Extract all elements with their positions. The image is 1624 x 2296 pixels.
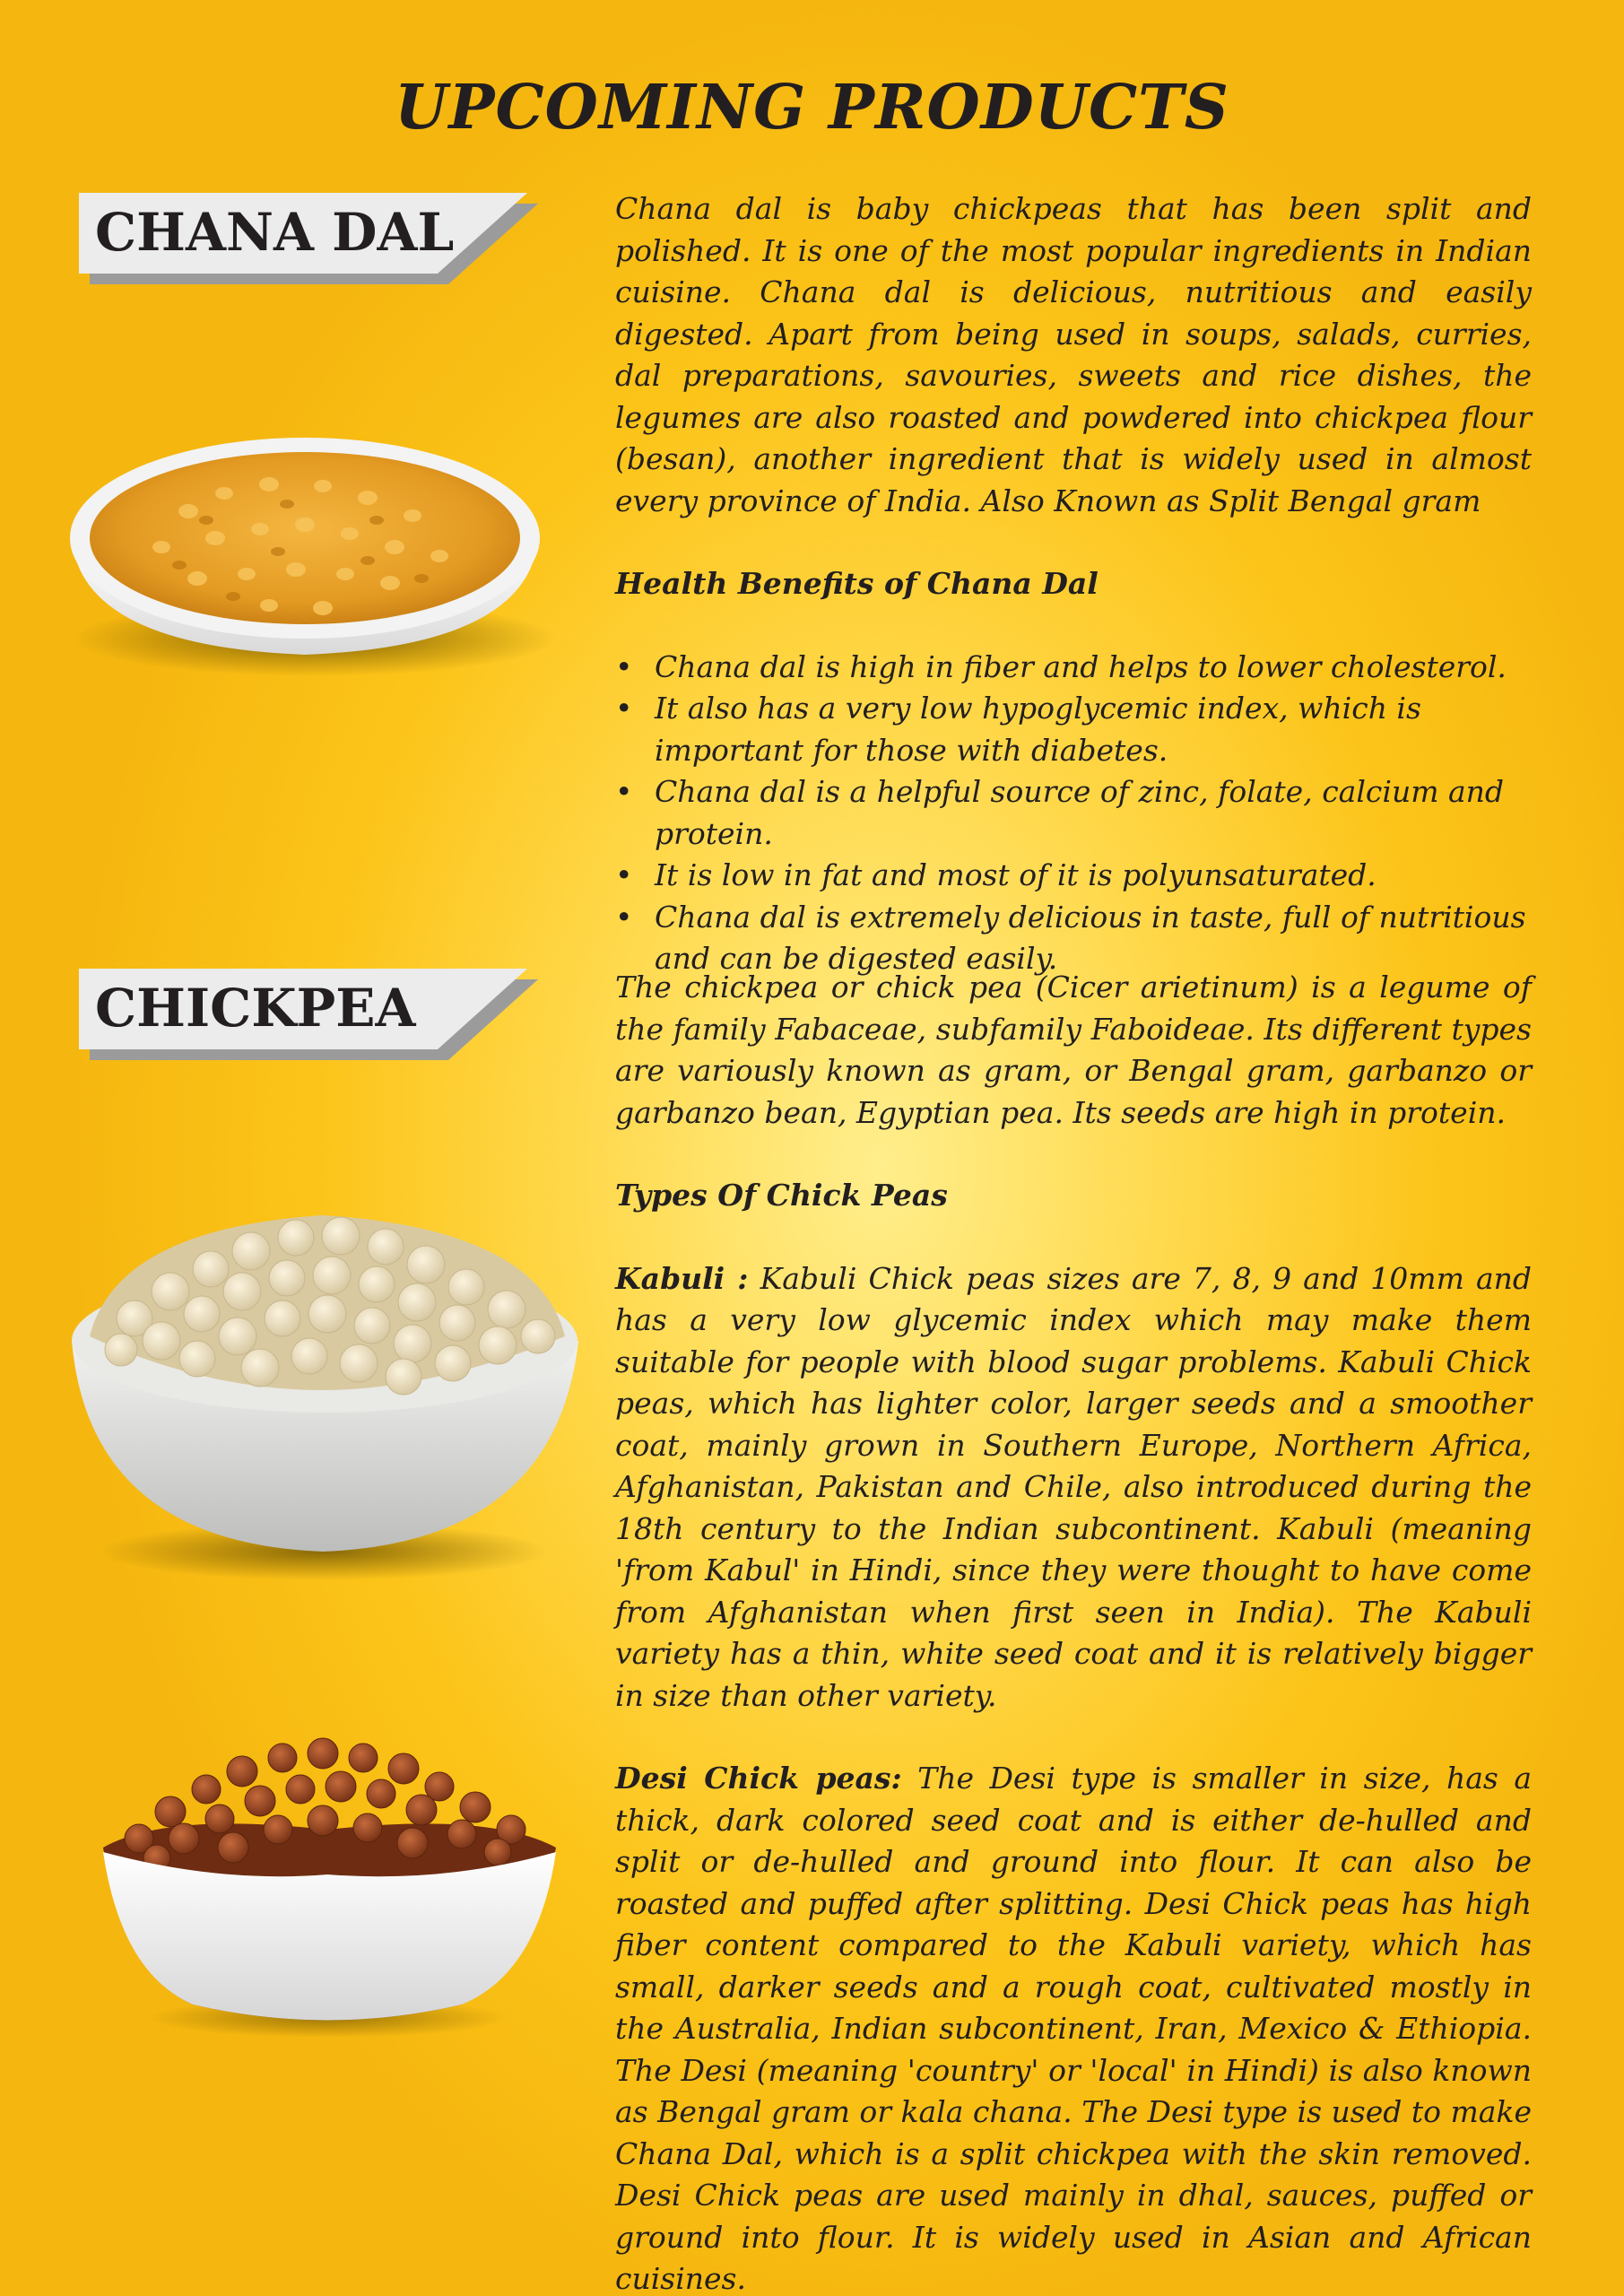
chickpea-label [79,969,532,1055]
desi-paragraph [615,1758,1532,2296]
kabuli-text: Kabuli Chick peas sizes are 7, 8, 9 and 10mm and has a very low glycemic index which may make them suitable for people with blood sugar problems. Kabuli Chick peas, which has lighter color, larger seeds and a smoother coat, mainly grown in Southern Europe, Northern Africa, Afghanistan, Pakistan and Chile, also introduced during the 18th century to the Indian subcontinent. Kabuli (meaning 'from Kabul' in Hindi, since they were thought to have come from Afghanistan when first seen in India). The Kabuli variety has a thin, white seed coat and it is relatively bigger in size than other variety. [615,1260,1533,1713]
desi-lead: Desi Chick peas: [615,1761,902,1796]
list-item: • It is low in fat and most of it is polyunsaturated. [615,855,1532,897]
chana-dal-benefits-list [615,647,1532,980]
bowl-of-brown-chickpeas-icon [85,1704,569,2045]
chickpea-description [615,967,1532,2296]
chana-dal-benefits-heading: Health Benefits of Chana Dal [615,566,1099,601]
bowl-of-split-yellow-lentils-icon [54,404,556,700]
chickpea-types-heading: Types Of Chick Peas [615,1178,948,1213]
page-title: UPCOMING PRODUCTS [395,72,1229,144]
chana-dal-label-text: CHANA DAL [95,202,455,263]
list-item: • Chana dal is high in fiber and helps to lower cholesterol. [615,647,1532,689]
chickpea-label-text: CHICKPEA [95,978,416,1039]
list-item: • It also has a very low hypoglycemic index, which is important for those with diabetes. [615,688,1532,771]
chickpea-intro: The chickpea or chick pea (Cicer arietinum) is a legume of the family Fabaceae, subfamily Faboideae. Its different types are variously known as gram, or Bengal gram, garbanzo or garbanzo bean, Egyptian pea. Its seeds are high in protein. [615,970,1532,1130]
chana-dal-label [79,193,532,279]
list-item: • Chana dal is a helpful source of zinc, folate, calcium and protein. [615,771,1532,855]
chana-dal-intro: Chana dal is baby chickpeas that has been split and polished. It is one of the most popular ingredients in Indian cuisine. Chana dal is delicious, nutritious and easily digested. Apart from being used in soups, salads, curries, dal preparations, savouries, sweets and rice dishes, the legumes are also roasted and powdered into chickpea flour (besan), another ingredient that is widely used in almost every province of India. Also Known as Split Bengal gram [615,191,1532,518]
kabuli-paragraph [615,1258,1532,1718]
list-item: • Chana dal is extremely delicious in taste, full of nutritious and can be digested easily. [615,897,1532,980]
bowl-of-white-chickpeas-icon [54,1193,592,1587]
chana-dal-description [615,188,1532,980]
desi-text: The Desi type is smaller in size, has a thick, dark colored seed coat and is either de-hulled and split or de-hulled and ground into flour. It can also be roasted and puffed after splitting. Desi Chick peas has high fiber content compared to the Kabuli variety, which has small, darker seeds and a rough coat, cultivated mostly in the Australia, Indian subcontinent, Iran, Mexico & Ethiopia. The Desi (meaning 'country' or 'local' in Hindi) is also known as Bengal gram or kala chana. The Desi type is used to make Chana Dal, which is a split chickpea with the skin removed. Desi Chick peas are used mainly in dhal, sauces, puffed or ground into flour. It is widely used in Asian and African cuisines. [615,1761,1533,2296]
kabuli-lead: Kabuli : [615,1260,749,1296]
